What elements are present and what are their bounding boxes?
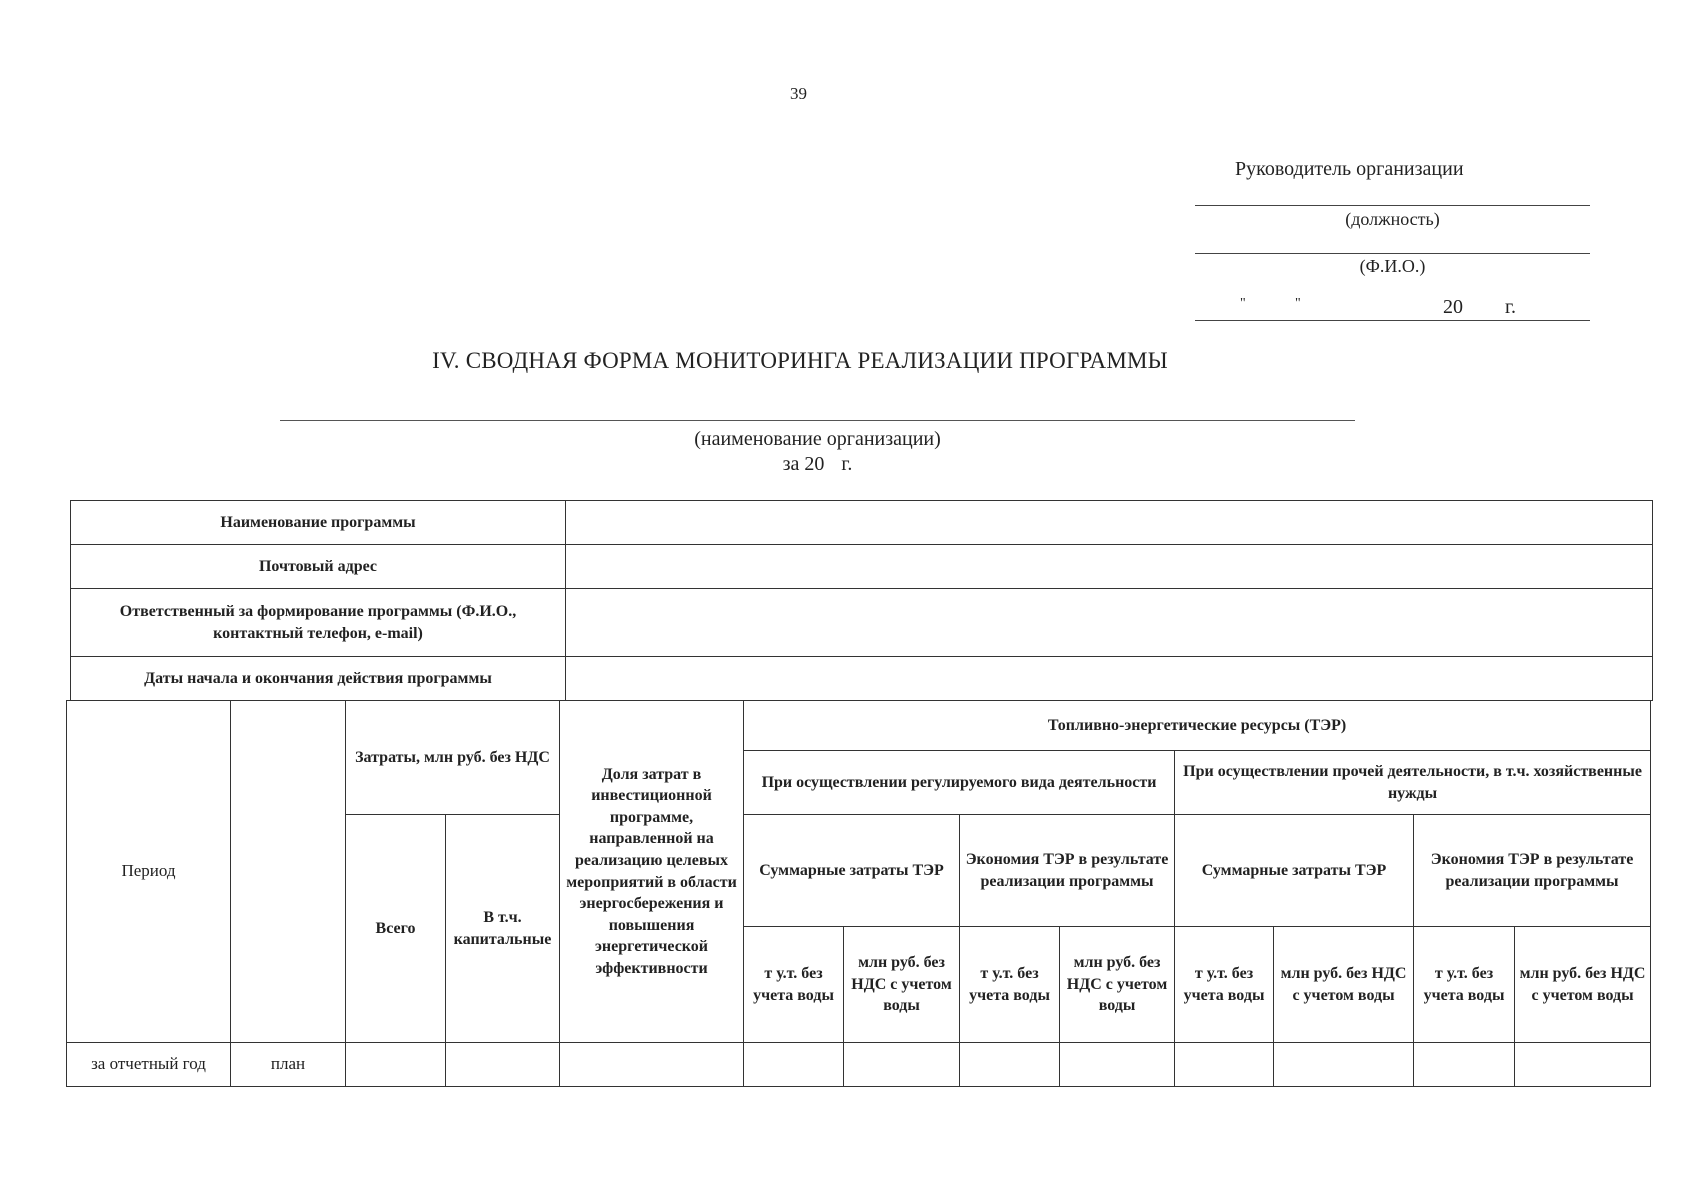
- costs-capital-header: В т.ч. капитальные: [446, 815, 560, 1043]
- data-cell[interactable]: [844, 1043, 960, 1087]
- data-cell[interactable]: [346, 1043, 446, 1087]
- organization-caption: (наименование организации): [694, 428, 941, 450]
- program-info-table: [70, 500, 1653, 701]
- unit-rub-header: млн руб. без НДС с учетом воды: [1515, 927, 1651, 1043]
- responsible-person-value[interactable]: [566, 589, 1653, 657]
- regulated-activity-header: При осуществлении регулируемого вида деятельности: [744, 751, 1175, 815]
- costs-total-header: Всего: [346, 815, 446, 1043]
- data-cell[interactable]: [446, 1043, 560, 1087]
- organization-line: [280, 420, 1355, 421]
- unit-tut-header: т у.т. без учета воды: [1414, 927, 1515, 1043]
- ter-header: Топливно-энергетические ресурсы (ТЭР): [744, 701, 1651, 751]
- data-cell[interactable]: [1515, 1043, 1651, 1087]
- table-row: [67, 1043, 1651, 1087]
- other-economy-header: Экономия ТЭР в результате реализации программы: [1414, 815, 1651, 927]
- unit-rub-header: млн руб. без НДС с учетом воды: [844, 927, 960, 1043]
- program-name-value[interactable]: [566, 501, 1653, 545]
- approval-title: Руководитель организации: [1235, 158, 1464, 180]
- data-cell[interactable]: [1060, 1043, 1175, 1087]
- row-period-cell: за отчетный год: [67, 1043, 231, 1087]
- data-cell[interactable]: [1414, 1043, 1515, 1087]
- other-sum-costs-header: Суммарные затраты ТЭР: [1175, 815, 1414, 927]
- costs-header: Затраты, млн руб. без НДС: [346, 701, 560, 815]
- monitoring-table: [66, 700, 1651, 1087]
- name-caption: (Ф.И.О.): [1359, 256, 1426, 276]
- regulated-sum-costs-header: Суммарные затраты ТЭР: [744, 815, 960, 927]
- unit-tut-header: т у.т. без учета воды: [744, 927, 844, 1043]
- period-prefix: за 20: [782, 453, 825, 475]
- data-cell[interactable]: [744, 1043, 844, 1087]
- table-row: [71, 545, 1653, 589]
- table-row: [67, 701, 1651, 751]
- unit-rub-header: млн руб. без НДС с учетом воды: [1060, 927, 1175, 1043]
- data-cell[interactable]: [960, 1043, 1060, 1087]
- unit-rub-header: млн руб. без НДС с учетом воды: [1274, 927, 1414, 1043]
- date-year-suffix: г.: [1505, 296, 1516, 318]
- form-title: IV. СВОДНАЯ ФОРМА МОНИТОРИНГА РЕАЛИЗАЦИИ ПРОГРАММЫ: [432, 348, 1168, 373]
- type-header: [231, 701, 346, 1043]
- postal-address-label: Почтовый адрес: [71, 545, 566, 589]
- date-quote-open: ": [1240, 296, 1246, 311]
- other-activity-header: При осуществлении прочей деятельности, в т.ч. хозяйственные нужды: [1175, 751, 1651, 815]
- unit-tut-header: т у.т. без учета воды: [960, 927, 1060, 1043]
- responsible-person-label: Ответственный за формирование программы (Ф.И.О., контактный телефон, e-mail): [71, 589, 566, 657]
- data-cell[interactable]: [1175, 1043, 1274, 1087]
- page-number: 39: [790, 84, 807, 103]
- table-row: [71, 589, 1653, 657]
- period-suffix: г.: [841, 453, 853, 475]
- regulated-economy-header: Экономия ТЭР в результате реализации программы: [960, 815, 1175, 927]
- row-type-cell: план: [231, 1043, 346, 1087]
- unit-tut-header: т у.т. без учета воды: [1175, 927, 1274, 1043]
- table-row: [71, 501, 1653, 545]
- position-caption: (должность): [1345, 209, 1440, 229]
- date-year-prefix: 20: [1443, 296, 1463, 318]
- postal-address-value[interactable]: [566, 545, 1653, 589]
- date-quote-close: ": [1295, 296, 1301, 311]
- program-name-label: Наименование программы: [71, 501, 566, 545]
- data-cell[interactable]: [1274, 1043, 1414, 1087]
- date-signature-line: [1195, 320, 1590, 321]
- program-dates-value[interactable]: [566, 657, 1653, 701]
- share-header: Доля затрат в инвестиционной программе, направленной на реализацию целевых мероприятий в области энергосбережения и повышения энергетической эффективности: [560, 701, 744, 1043]
- period-header: Период: [67, 701, 231, 1043]
- approval-date: [1195, 296, 1590, 320]
- position-signature-line: [1195, 205, 1590, 206]
- data-cell[interactable]: [560, 1043, 744, 1087]
- table-row: [71, 657, 1653, 701]
- program-dates-label: Даты начала и окончания действия программы: [71, 657, 566, 701]
- name-signature-line: [1195, 253, 1590, 254]
- period-caption: [280, 453, 1355, 476]
